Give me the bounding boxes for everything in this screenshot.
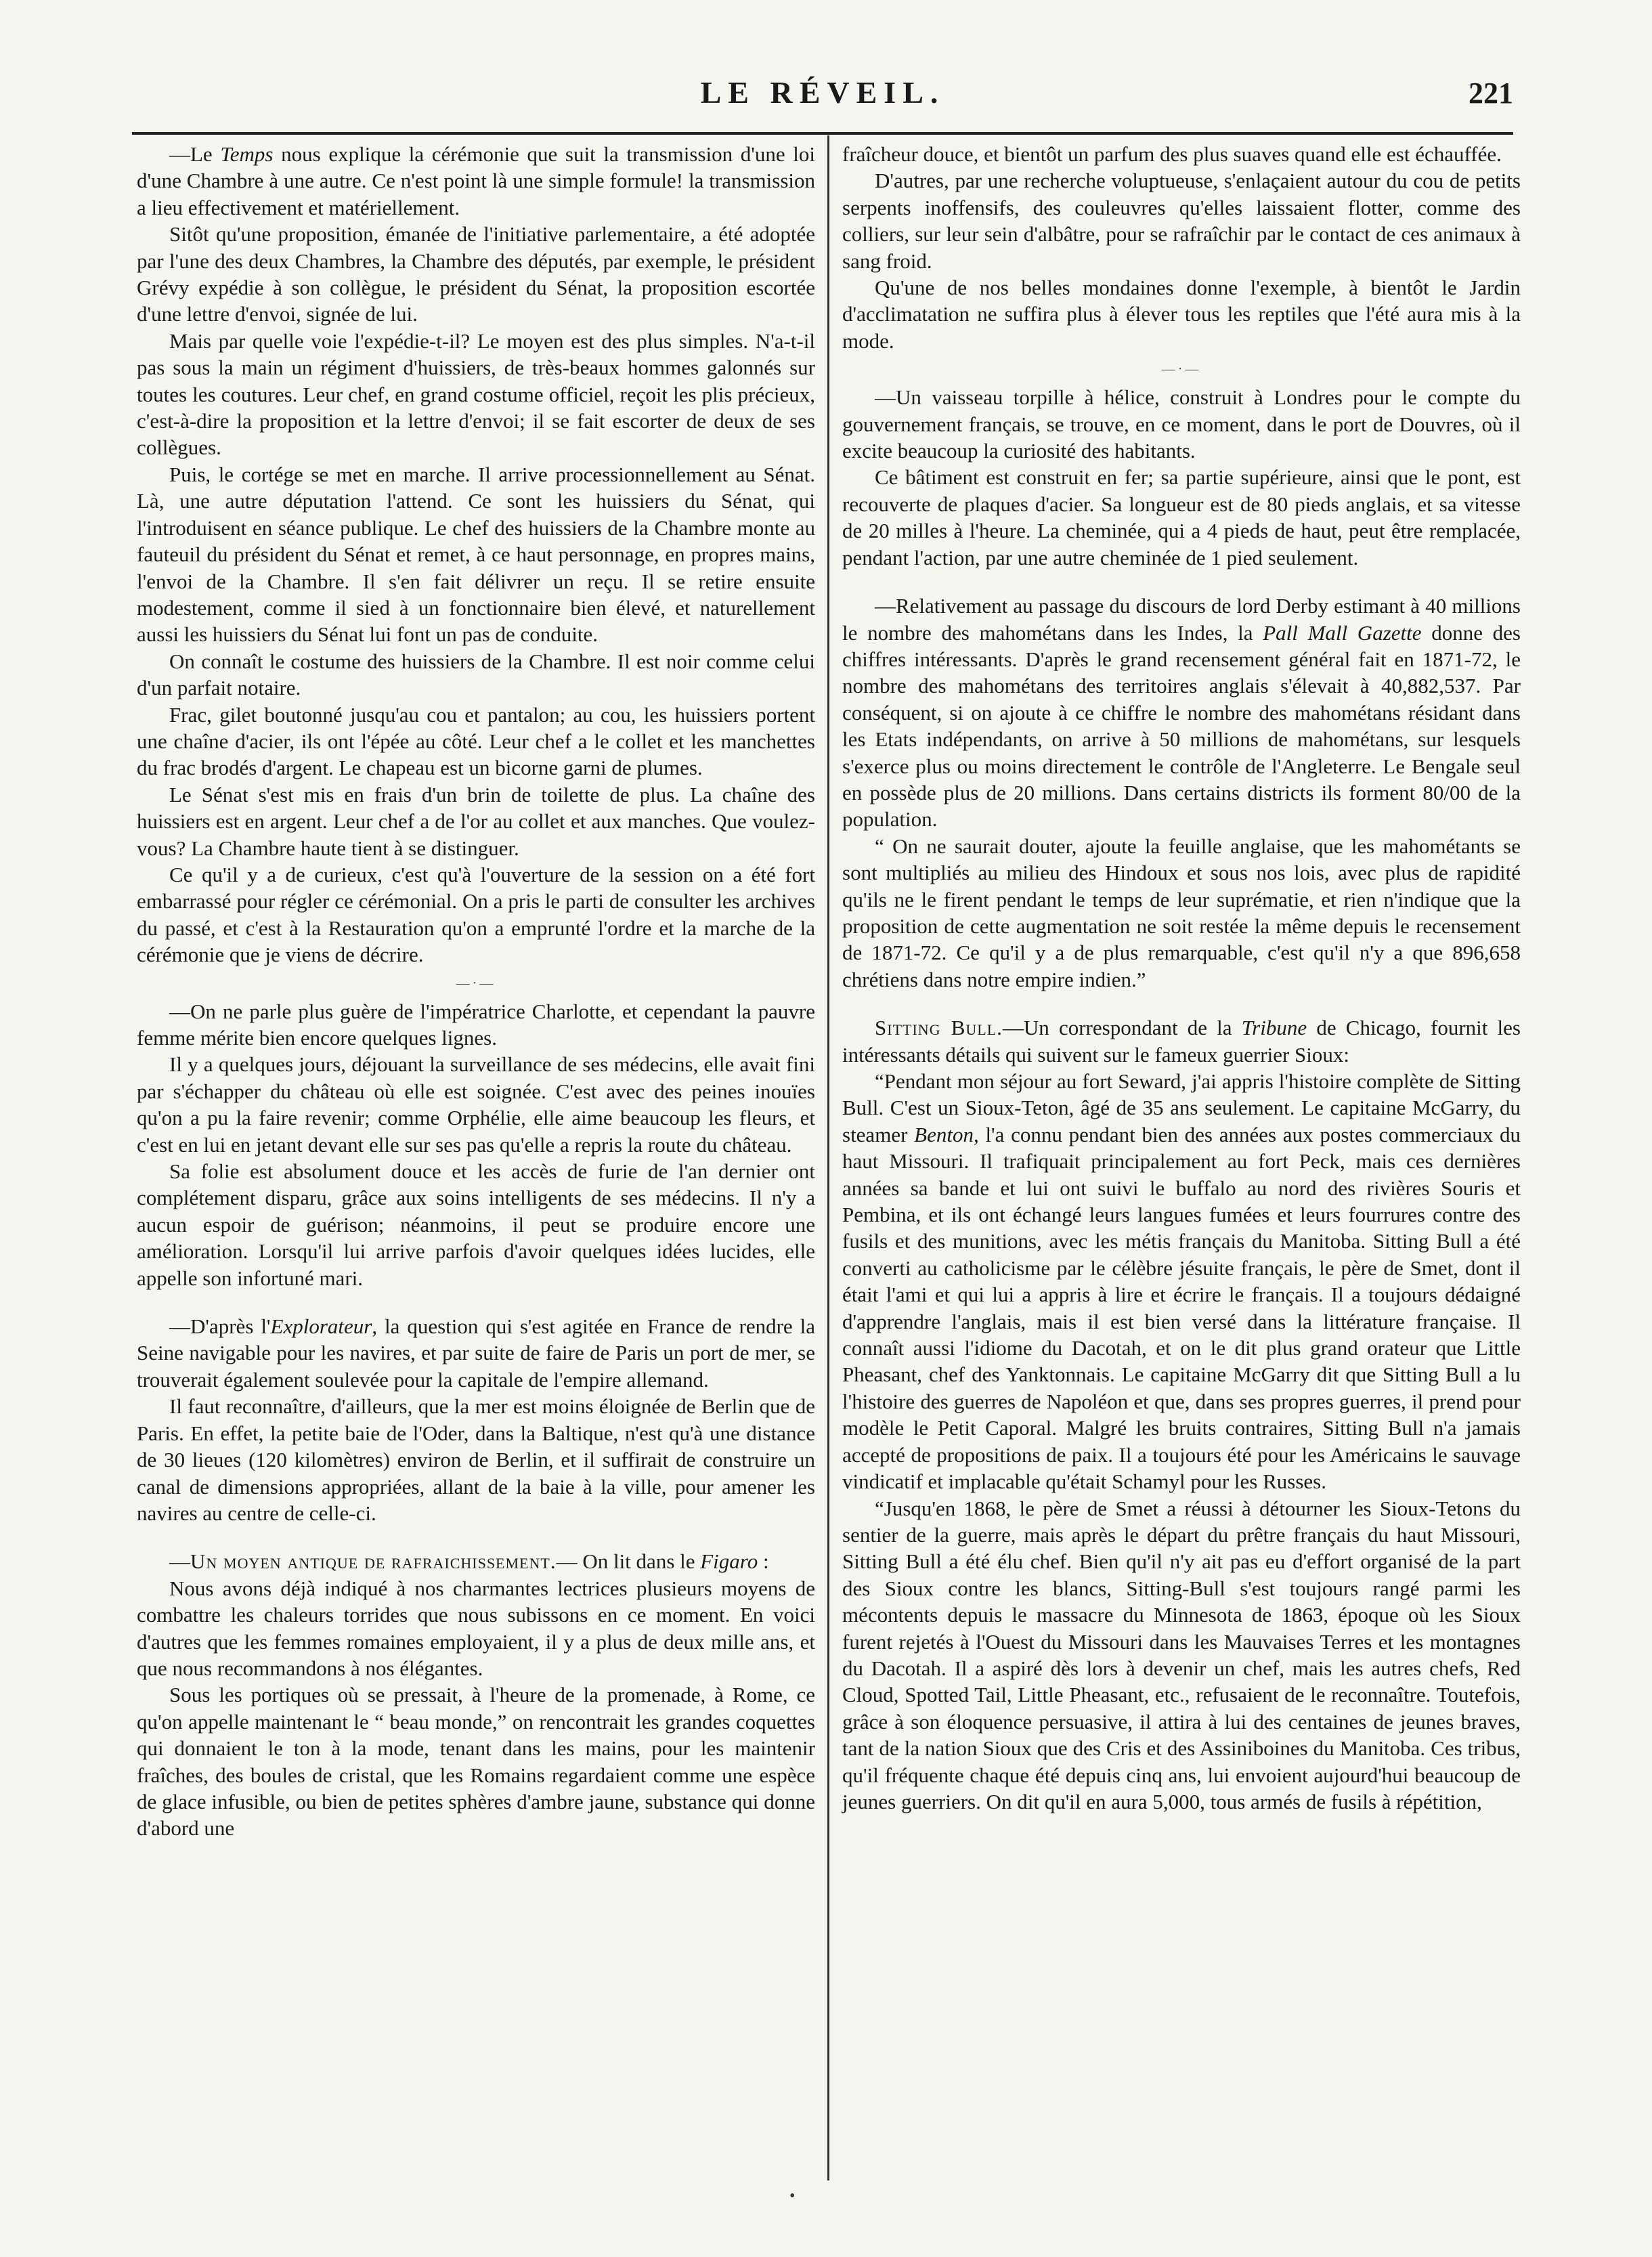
article-charlotte: —On ne parle plus guère de l'impératrice Charlotte, et cependant la pauvre femme mérite bien encore quelques lignes. (137, 999, 815, 1050)
paragraph: “Pendant mon séjour au fort Seward, j'ai appris l'histoire complète de Sitting Bull. C'est un Sioux-Teton, âgé de 35 ans seulement. Le capitaine McGarry, du steamer Benton, l'a connu pendant bien des années aux postes commerciaux du haut Missouri. Il trafiquait principalement au fort Peck, mais ces dernières années sa bande et lui ont suivi le buffalo au nord des rivières Souris et Pembina, et ils ont échangé leurs langues fumées et leurs fourrures contre des fusils et des munitions, avec les métis français du Manitoba. Sitting Bull a été converti au catholicisme par le célèbre jésuite français, le père de Smet, dont il était l'ami et qui lui a appris à lire et écrire le français. Il a toujours dédaigné d'apprendre l'anglais, mais il est bien versé dans la littérature française. Il connaît aussi l'idiome du Dacotah, et on le dit plus grand orateur que Little Pheasant, chef des Yanktonnais. Le capitaine McGarry dit que Sitting Bull a lu l'histoire des guerres de Napoléon et que, dans ses propres guerres, il prend pour modèle le Petit Caporal. Malgré les bruits contraires, Sitting Bull n'a jamais accepté de propositions de paix. Il a toujours été pour les Américains le sauvage vindicatif et implacable qu'était Schamyl pour les Russes. (842, 1069, 1521, 1494)
newspaper-name: Temps (220, 142, 274, 166)
running-head (132, 74, 1513, 122)
paragraph: “ On ne saurait douter, ajoute la feuille anglaise, que les mahométants se sont multipliés au milieu des Hindoux et sous nos lois, avec plus de rapidité qu'ils ne le firent pendant le temps de leur suprématie, et rien n'indique que la proposition de cette augmentation ne soit restée la même depuis le recensement de 1871-72. Ce qu'il y a de plus remarquable, c'est qu'il n'y a que 896,658 chrétiens dans notre empire indien.” (842, 834, 1521, 991)
article-sitting-bull: Sitting Bull.—Un correspondant de la Tribune de Chicago, fournit les intéressants détails qui suivent sur le fameux guerrier Sioux: (842, 1016, 1521, 1067)
paragraph: fraîcheur douce, et bientôt un parfum des plus suaves quand elle est échauffée. (842, 142, 1502, 166)
paragraph: Sa folie est absolument douce et les accès de furie de l'an dernier ont complétement disparu, grâce aux soins intelligents de ses médecins. Il n'y a aucun espoir de guérison; néanmoins, il peut se produire encore une amélioration. Lorsqu'il lui arrive parfois d'avoir quelques idées lucides, elle appelle son infortuné mari. (137, 1159, 815, 1290)
paragraph: Sitôt qu'une proposition, émanée de l'initiative parlementaire, a été adoptée par l'une des deux Chambres, la Chambre des députés, par exemple, le président Grévy expédie à son collègue, le président du Sénat, la proposition escortée d'une lettre d'envoi, signée de lui. (137, 222, 815, 326)
article-vaisseau: —Un vaisseau torpille à hélice, construit à Londres pour le compte du gouvernement français, se trouve, en ce moment, dans le port de Douvres, où il excite beaucoup la curiosité des habitants. (842, 385, 1521, 463)
paragraph: Nous avons déjà indiqué à nos charmantes lectrices plusieurs moyens de combattre les chaleurs torrides que nous subissons en ce moment. En voici d'autres que les femmes romaines employaient, il y a plus de deux mille ans, et que nous recommandons à nos élégantes. (137, 1576, 815, 1680)
paragraph: Il y a quelques jours, déjouant la surveillance de ses médecins, elle avait fini par s'échapper du château où elle est soignée. C'est avec des peines inouïes qu'on a pu la faire revenir; comme Orphélie, elle aime beaucoup les fleurs, et c'est en lui en jetant devant elle sur ses pas qu'elle a repris la route du château. (137, 1052, 815, 1157)
column-divider (827, 135, 829, 2180)
paragraph: Ce bâtiment est construit en fer; sa partie supérieure, ainsi que le pont, est recouverte de plaques d'acier. Sa longueur est de 80 pieds anglais, et sa vitesse de 20 milles à l'heure. La cheminée, qui a 4 pieds de haut, peut être remplacée, pendant l'action, par une autre cheminée de 1 pied seulement. (842, 465, 1521, 569)
section-separator: —·— (456, 975, 496, 991)
section-separator: —·— (1161, 362, 1202, 377)
article-rafraichissement: —Un moyen antique de rafraichissement.— On lit dans le Figaro : (169, 1549, 769, 1574)
paragraph: Il faut reconnaître, d'ailleurs, que la mer est moins éloignée de Berlin que de Paris. En effet, la petite baie de l'Oder, dans la Baltique, n'est qu'à une distance de 30 lieues (120 kilomètres) environ de Berlin, et il suffirait de construire un canal de dimensions appropriées, allant de la baie à la ville, pour amener les navires au centre de celle-ci. (137, 1394, 815, 1525)
header-rule (132, 132, 1513, 135)
page-mark: • (789, 2187, 796, 2205)
paragraph: Sous les portiques où se pressait, à l'heure de la promenade, à Rome, ce qu'on appelle maintenant le “ beau monde,” on rencontrait les grandes coquettes qui donnaient le ton à la mode, tenant dans les mains, pour les maintenir fraîches, des boules de cristal, que les Romains regardaient comme une espèce de glace infusible, ou bien de petites sphères d'ambre jaune, substance qui donne d'abord une (137, 1683, 815, 1841)
paragraph: “Jusqu'en 1868, le père de Smet a réussi à détourner les Sioux-Tetons du sentier de la guerre, mais après le départ du prêtre français du haut Missouri, Sitting Bull a été élu chef. Bien qu'il n'y ait pas eu d'effort organisé de la part des Sioux contre les blancs, Sitting-Bull s'est toujours rangé parmi les mécontents depuis le massacre du Minnesota de 1863, époque où les Sioux furent rejetés à l'Ouest du Missouri dans les Mauvaises Terres et les montagnes du Dacotah. Il a aspiré dès lors à devenir un chef, mais les autres chefs, Red Cloud, Spotted Tail, Little Pheasant, etc., refusaient de le reconnaître. Toutefois, grâce à son éloquence persuasive, il attira à lui des centaines de jeunes braves, tant de la nation Sioux que des Cris et des Assiniboines du Manitoba. Ces tribus, qu'il fréquente chaque été depuis cinq ans, lui envoient aujourd'hui beaucoup de jeunes guerriers. On dit qu'il en aura 5,000, tous armés de fusils à répétition, (842, 1496, 1521, 1813)
right-column (842, 141, 1521, 1815)
page-number: 221 (1469, 77, 1513, 110)
article-explorateur: —D'après l'Explorateur, la question qui s'est agitée en France de rendre la Seine navigable pour les navires, et par suite de faire de Paris un port de mer, se trouverait également soulevée pour la capitale de l'empire allemand. (137, 1314, 815, 1392)
paragraph: Mais par quelle voie l'expédie-t-il? Le moyen est des plus simples. N'a-t-il pas sous la main un régiment d'huissiers, de très-beaux hommes galonnés sur toutes les coutures. Leur chef, en grand costume officiel, reçoit les plis précieux, c'est-à-dire la proposition et la lettre d'envoi; il se fait escorter de deux de ses collègues. (137, 328, 815, 460)
paragraph: Puis, le cortége se met en marche. Il arrive processionnellement au Sénat. Là, une autre députation l'attend. Ce sont les huissiers du Sénat, qui l'introduisent en séance publique. Le chef des huissiers de la Chambre monte au fauteuil du président du Sénat et remet, à ce haut personnage, en propres mains, l'envoi de la Chambre. Il s'en fait délivrer un reçu. Il se retire ensuite modestement, comme il sied à un fonctionnaire bien élevé, et naturellement aussi les huissiers du Sénat lui font un pas de conduite. (137, 462, 815, 647)
paragraph: Le Sénat s'est mis en frais d'un brin de toilette de plus. La chaîne des huissiers est en argent. Leur chef a de l'or au collet et aux manches. Que voulez-vous? La Chambre haute tient à se distinguer. (137, 782, 815, 860)
left-column (137, 141, 815, 1842)
paragraph: Ce qu'il y a de curieux, c'est qu'à l'ouverture de la session on a été fort embarrassé pour régler ce cérémonial. On a pris le parti de consulter les archives du passé, et c'est à la Restauration qu'on a emprunté l'ordre et la marche de la cérémonie que je viens de décrire. (137, 862, 815, 967)
paragraph: On connaît le costume des huissiers de la Chambre. Il est noir comme celui d'un parfait notaire. (137, 649, 815, 700)
journal-title: LE RÉVEIL. (700, 75, 945, 110)
paragraph: Frac, gilet boutonné jusqu'au cou et pantalon; au cou, les huissiers portent une chaîne d'acier, ils ont l'épée au côté. Leur chef a le collet et les manchettes du frac brodés d'argent. Le chapeau est un bicorne garni de plumes. (137, 702, 815, 780)
paragraph: Qu'une de nos belles mondaines donne l'exemple, à bientôt le Jardin d'acclimatation ne suffira plus à élever tous les reptiles que l'été aura mis à la mode. (842, 276, 1521, 353)
article-heading: Sitting Bull. (875, 1016, 1003, 1040)
article-temps: —Le Temps nous explique la cérémonie que suit la transmission d'une loi d'une Chambre à une autre. Ce n'est point là une simple formule! la transmission a lieu effectivement et matériellement. (137, 142, 815, 219)
article-heading: Un moyen antique de rafraichissement. (190, 1549, 557, 1574)
paragraph: D'autres, par une recherche voluptueuse, s'enlaçaient autour du cou de petits serpents inoffensifs, des couleuvres qu'elles laissaient flotter, comme des colliers, sur leur sein d'albâtre, pour se rafraîchir par le contact de ces animaux à sang froid. (842, 169, 1521, 273)
article-mahometans: —Relativement au passage du discours de lord Derby estimant à 40 millions le nombre des mahométans dans les Indes, la Pall Mall Gazette donne des chiffres intéressants. D'après le grand recensement général fait en 1871-72, le nombre des mahométans des territoires anglais s'élevait à 40,882,537. Par conséquent, si on ajoute à ce chiffre le nombre des mahométans résidant dans les Etats indépendants, on arrive à 50 millions de mahométans, sur lesquels s'exerce plus ou moins directement le contrôle de l'Angleterre. Le Bengale seul en possède plus de 20 millions. Dans certains districts ils forment 80/00 de la population. (842, 594, 1521, 832)
